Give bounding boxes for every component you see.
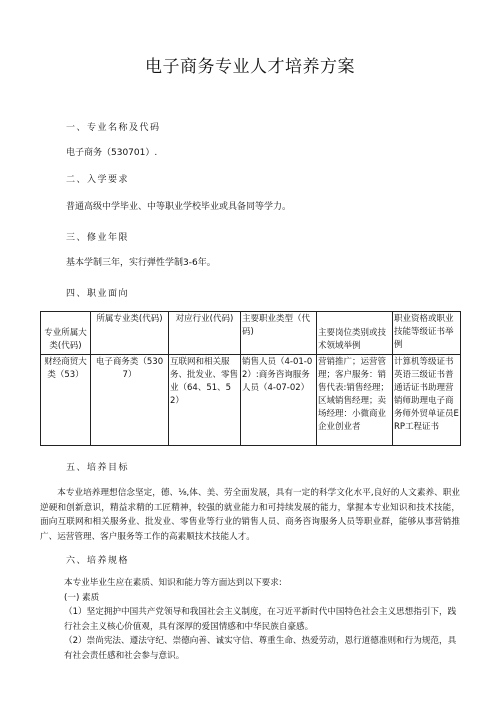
section-6-item-2: （2）崇尚宪法、遵法守纪、崇德向善、诚实守信、尊重生命、热爱劳动，恩行道德准则和行为规范，具有社会责任感和社会参与意识。 [64,636,457,661]
table-cell: 计算机等级证书英语三级证书普通话证书助理营销师助理电子商务师外贸单证员ERP工程证书 [393,355,461,446]
section-6-subheading: (一) 素质 [64,592,100,603]
table-cell: 财经商贸大类（53） [41,355,91,446]
document-title: 电子商务专业人才培养方案 [145,57,355,77]
section-1-content: 电子商务（530701）. [66,148,158,158]
section-5-heading: 五、培养目标 [66,463,130,473]
table-cell: 电子商务类（5307） [91,355,169,446]
table-cell: 销售人员（4-01-02）:商务咨询服务人员（4-07-02） [241,355,317,446]
table-header-cell: 主要岗位类别或技术领域举例 [317,312,393,355]
section-4-heading: 四、职业面向 [66,289,130,299]
table-cell: 营销推广；运营管理；客户服务：销售代表:销售经理；区域销售经理；卖场经理：小微商业企业创业者 [317,355,393,446]
table-header-cell: 所属专业类(代码) [91,312,169,355]
table-header-row [41,312,461,355]
table-header-cell: 主要职业类型（代码) [241,312,317,355]
section-6-content [40,576,460,663]
table-header-cell: 职业资格或职业技能等级证书举例 [393,312,461,355]
section-6-intro: 本专业毕业生应在素质、知识和能力等方面达到以下要求: [64,578,282,588]
table-cell: 互联网和相关服务、批发业、零售业（64、51、52） [169,355,241,446]
table-header-cell: 专业所属大类(代码) [41,312,91,355]
section-2-content: 普通高级中学毕业、中等职业学校毕业或具备同等学力。 [66,202,292,212]
section-2-heading: 二、入学要求 [66,175,130,185]
section-1-heading: 一、专业名称及代码 [66,123,161,133]
section-3-content: 基本学制三年，实行弹性学制3-6年。 [66,258,216,268]
section-5-content: 本专业培养理想信念坚定，德、⅛,体、美、劳全面发展，具有一定的科学文化水平,良好的人文素养、职业逆硬和创新意识，精益求精的工匠精神，较强的就业能力和可持续发展的能力，掌握本专业知识和技术技能，面向互联网和相关服务业、批发业、零售业等行业的销售人员、商务咨询服务人员等职业群，能够从事营销推广、运营管理、客户服务等工作的高素顺技术技能人才。 [40,488,460,542]
occupation-table [40,311,461,446]
table-header-cell: 对应行业(代码) [169,312,241,355]
section-6-heading: 六、培养规格 [66,556,130,566]
section-3-heading: 三、修业年限 [66,233,130,243]
section-6-item-1: （1）坚定拥护中国共产党领导和我国社会主义制度，在习近平新时代中国特色社会主义思想指引下，践行社会主义核心价值观，具有深厚的爱国情感和中华民族自豪感。 [64,607,457,632]
table-row [41,355,461,446]
